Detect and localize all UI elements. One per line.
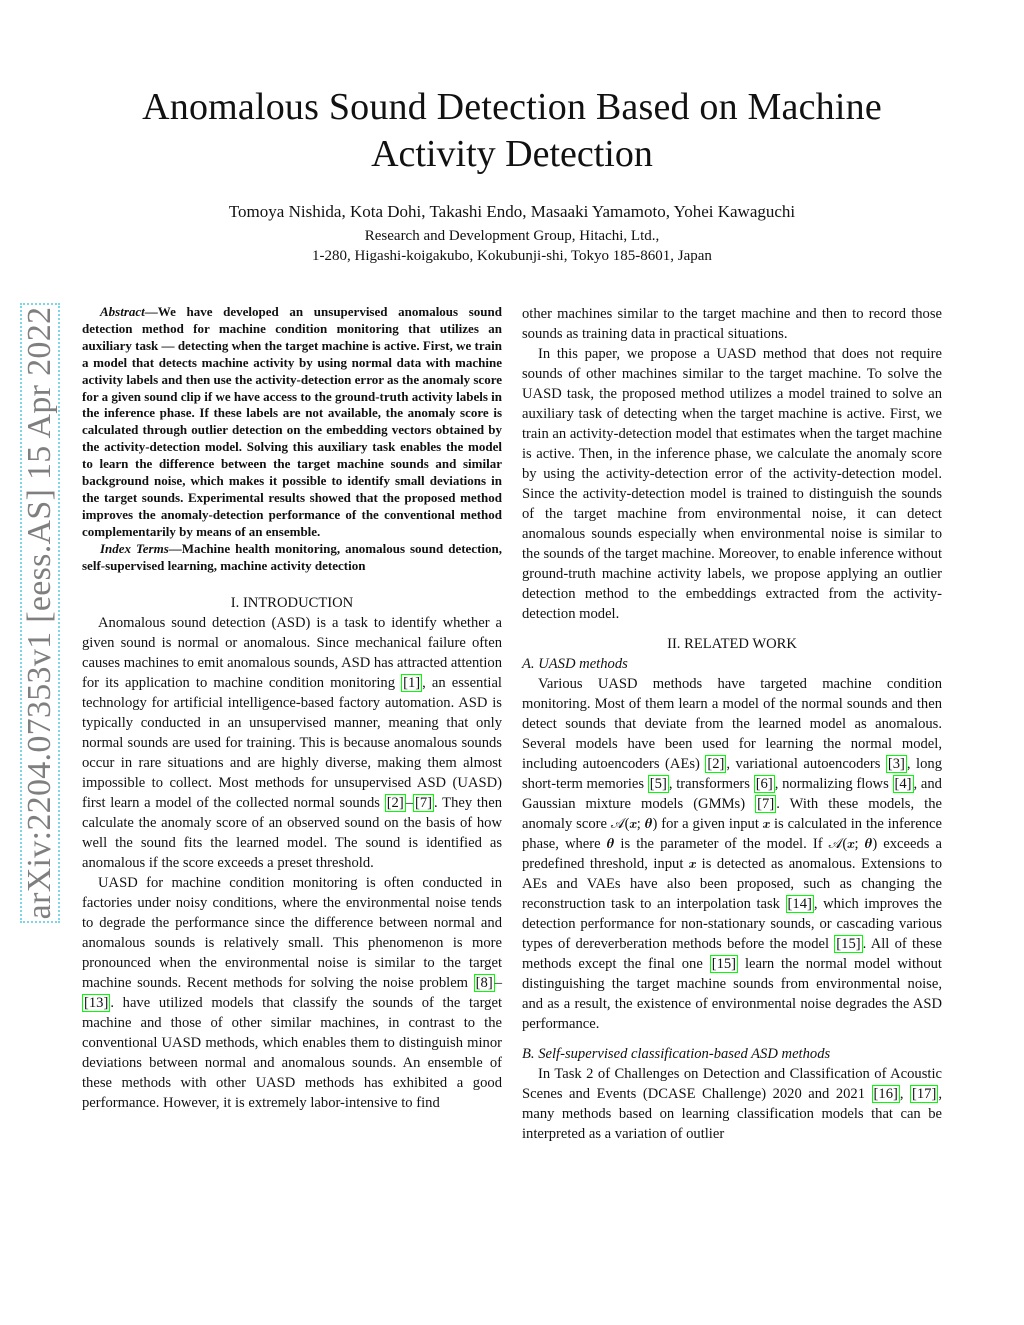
citation-link[interactable]: [15] <box>836 936 861 952</box>
subsection-heading-uasd-methods: A. UASD methods <box>522 656 628 672</box>
citation-link[interactable]: [2] <box>707 756 725 772</box>
intro-paragraph-2-continued: other machines similar to the target machine and then to record those sounds as training data in practical situations. <box>522 306 942 342</box>
title-line-1: Anomalous Sound Detection Based on Machine <box>142 86 882 128</box>
citation-link[interactable]: [7] <box>415 794 433 811</box>
citation-link[interactable]: [5] <box>649 776 667 792</box>
citation-link[interactable]: [2] <box>386 794 404 811</box>
citation-link[interactable]: [8] <box>475 974 493 991</box>
section-heading-introduction: I. INTRODUCTION <box>230 594 354 611</box>
right-column <box>522 304 942 1144</box>
citation-link[interactable]: [13] <box>84 994 109 1011</box>
abstract-text: —We have developed an unsupervised anomalous sound detection method for machine condition monitoring that utilizes an auxiliary task — detecting when the target machine is active. First, we train a model that detects machine activity by using normal data with machine activity labels and then use the activity-detection error as the anomaly score for a given sound clip if we have access to the ground-truth activity labels in the inference phase. If these labels are not available, the anomaly score is calculated through outlier detection on the embedding vectors obtained by the activity-detection model. Solving this auxiliary task enables the model to learn the difference between the target machine sounds and similar background noise, which makes it possible to identify small deviations in the target sounds. Experimental results showed that the proposed method improves the anomaly-detection performance of the conventional method complementarily by means of an ensemble. <box>82 304 502 539</box>
left-column <box>82 304 502 1113</box>
citation-link[interactable]: [15] <box>711 956 737 972</box>
paper-title <box>0 84 1024 178</box>
title-line-2: Activity Detection <box>371 133 653 175</box>
citation-link[interactable]: [17] <box>912 1086 937 1102</box>
index-terms-text: —Machine health monitoring, anomalous sound detection, self-supervised learning, machine activity detection <box>82 540 502 573</box>
affiliation-line-2: 1-280, Higashi-koigakubo, Kokubunji-shi, Tokyo 185-8601, Japan <box>312 248 712 264</box>
intro-paragraph-3: In this paper, we propose a UASD method that does not require sounds of other machines similar to the target machine. To solve the UASD task, the proposed method utilizes a model trained to solve an auxiliary task of detecting when the target machine is active. First, we train an activity-detection model that estimates when the target machine is active. Then, in the inference phase, we calculate the anomaly score by using the activity-detection error of the activity-detection model. Since the activity-detection model is trained to distinguish the sounds of the target machine from environmental noise, it can detect anomalous sounds especially when environmental noise is similar to the sounds of the target machine. Moreover, to enable inference without ground-truth machine activity labels, we propose applying an outlier detection method to the embeddings extracted from the activity-detection model. <box>522 346 942 622</box>
citation-link[interactable]: [4] <box>894 776 912 792</box>
abstract-label: Abstract <box>100 304 145 319</box>
related-work-paragraph-a: Various UASD methods have targeted machine condition monitoring. Most of them learn a model of the normal sounds and then detect sounds that deviate from the learned model as anomalous. Several models have been used for learning the normal model, including autoencoders (AEs) [2] , variational autoencoders [3] , long short-term memories [5] , transformers [6] , normalizing flows [4] , and Gaussian mixture models (GMMs) [7] . With these models, the anomaly score 𝒜(𝒙; 𝜽) for a given input 𝒙 is calculated in the inference phase, where 𝜽 is the parameter of the model. If 𝒜(𝒙; 𝜽) exceeds a predefined threshold, input 𝒙 is detected as anomalous. Extensions to AEs and VAEs have also been proposed, such as changing the reconstruction task to an interpolation task [14] , which improves the detection performance for non-stationary sounds, or cascading various types of dereverberation methods before the model [15] . All of these methods except the final one [15] learn the normal model without distinguishing the target machine sounds from environmental noise, and as a result, the existence of environmental noise degrades the ASD performance. <box>522 676 942 1032</box>
citation-link[interactable]: [1] <box>403 674 421 691</box>
citation-link[interactable]: [14] <box>787 896 812 912</box>
citation-link[interactable]: [6] <box>755 776 773 792</box>
author-list: Tomoya Nishida, Kota Dohi, Takashi Endo, Masaaki Yamamoto, Yohei Kawaguchi <box>228 202 796 221</box>
intro-paragraph-2: UASD for machine condition monitoring is often conducted in factories under noisy conditions, where the environmental noise tends to degrade the performance since the difference between normal and anomalous sounds is relatively small. This phenomenon is more pronounced when the environmental noise is similar to the target machine sounds. Recent methods for solving the noise problem [8] –[13] . have utilized models that classify the sounds of the target machine and those of other similar machines, in contrast to the conventional UASD methods, which enables them to distinguish minor deviations between normal and anomalous sounds. An ensemble of these methods with other UASD methods has exhibited a good performance. However, it is extremely labor-intensive to find <box>82 874 502 1111</box>
arxiv-identifier: arXiv:2204.07353v1 [eess.AS] 15 Apr 2022 <box>21 306 58 920</box>
citation-link[interactable]: [3] <box>887 756 905 772</box>
related-work-paragraph-b: In Task 2 of Challenges on Detection and Classification of Acoustic Scenes and Events (DCASE Challenge) 2020 and 2021 [16] , [17] , many methods based on learning classification models that can be interpreted as a variation of outlier <box>522 1066 942 1142</box>
arxiv-stamp[interactable] <box>20 303 60 923</box>
citation-link[interactable]: [7] <box>757 796 775 812</box>
index-terms <box>82 541 502 575</box>
index-terms-label: Index Terms <box>100 540 169 556</box>
affiliation <box>0 226 1024 266</box>
intro-paragraph-1: Anomalous sound detection (ASD) is a task to identify whether a given sound is normal or anomalous. Since mechanical failure often causes machines to emit anomalous sounds, ASD has attracted attention for its application to machine condition monitoring [1] , an essential technology for artificial intelligence-based factory automation. ASD is typically conducted in an unsupervised manner, meaning that only normal sounds are used for training. This is because anomalous sounds occur in rare situations and are highly diverse, making them almost impossible to collect. Most methods for unsupervised ASD (UASD) first learn a model of the collected normal sounds [2] – [7] . They then calculate the anomaly score of an observed sound on the basis of how well the sound fits the learned model. The sound is identified as anomalous if the score exceeds a preset threshold. <box>82 614 502 871</box>
section-heading-related-work: II. RELATED WORK <box>667 636 797 652</box>
citation-link[interactable]: [16] <box>873 1086 898 1102</box>
subsection-heading-self-supervised: B. Self-supervised classification-based ASD methods <box>522 1046 831 1062</box>
affiliation-line-1: Research and Development Group, Hitachi, Ltd., <box>364 228 660 244</box>
abstract <box>82 304 502 541</box>
